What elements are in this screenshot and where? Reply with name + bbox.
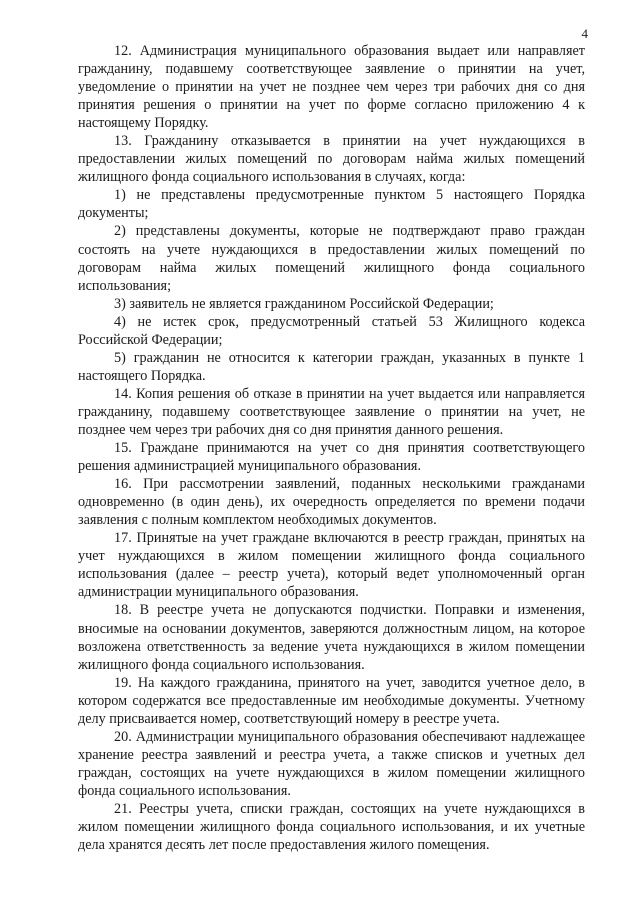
page-number: 4: [581, 26, 588, 41]
paragraph-13: 13. Гражданину отказывается в принятии на учет нуждающихся в предоставлении жилых помещений по договорам найма жилых помещений жилищного фонда социального использования в случаях, когда:: [78, 133, 585, 186]
list-item-13-4: 4) не истек срок, предусмотренный статьей 53 Жилищного кодекса Российской Федерации;: [78, 313, 585, 348]
list-item-13-3: 3) заявитель не является гражданином Российской Федерации;: [114, 295, 494, 312]
document-body: [78, 42, 585, 854]
paragraph-16: 16. При рассмотрении заявлений, поданных несколькими гражданами одновременно (в один день), их очередность определяется по времени подачи заявления с полным комплектом необходимых документов.: [78, 476, 585, 529]
paragraph-15: 15. Граждане принимаются на учет со дня принятия соответствующего решения администрацией муниципального образования.: [78, 440, 585, 475]
paragraph-14: 14. Копия решения об отказе в принятии на учет выдается или направляется гражданину, подавшему соответствующее заявление о принятии на учет, не позднее чем через три рабочих дня со дня принятия данного решения.: [78, 385, 585, 438]
paragraph-12: 12. Администрация муниципального образования выдает или направляет гражданину, подавшему соответствующее заявление о принятии на учет, уведомление о принятии на учет не позднее чем через три рабочих дня со дня принятия решения о принятии на учет по форме согласно приложению 4 к настоящему Порядку.: [78, 43, 585, 132]
list-item-13-1: 1) не представлены предусмотренные пунктом 5 настоящего Порядка документы;: [78, 187, 585, 222]
list-item-13-2: 2) представлены документы, которые не подтверждают право граждан состоять на учете нуждающихся в предоставлении жилых помещений по договорам найма жилых помещений жилищного фонда социального использования;: [78, 223, 585, 294]
paragraph-18: 18. В реестре учета не допускаются подчистки. Поправки и изменения, вносимые на основании документов, заверяются должностным лицом, на которое возложена ответственность за ведение учета нуждающихся в жилом помещении жилищного фонда социального использования.: [78, 602, 585, 673]
paragraph-17: 17. Принятые на учет граждане включаются в реестр граждан, принятых на учет нуждающихся в жилом помещении жилищного фонда социального использования (далее – реестр учета), который ведет уполномоченный орган администрации муниципального образования.: [78, 530, 585, 601]
paragraph-19: 19. На каждого гражданина, принятого на учет, заводится учетное дело, в котором содержатся все предоставленные им необходимые документы. Учетному делу присваивается номер, соответствующий номеру в реестре учета.: [78, 674, 585, 727]
paragraph-21: 21. Реестры учета, списки граждан, состоящих на учете нуждающихся в жилом помещении жилищного фонда социального использования, и их учетные дела хранятся десять лет после предоставления жилого помещения.: [78, 800, 585, 854]
list-item-13-5: 5) гражданин не относится к категории граждан, указанных в пункте 1 настоящего Порядка.: [78, 349, 585, 384]
paragraph-20: 20. Администрации муниципального образования обеспечивают надлежащее хранение реестра заявлений и реестра учета, а также списков и учетных дел граждан, состоящих на учете нуждающихся в жилом помещении жилищного фонда социального использования.: [78, 728, 585, 799]
